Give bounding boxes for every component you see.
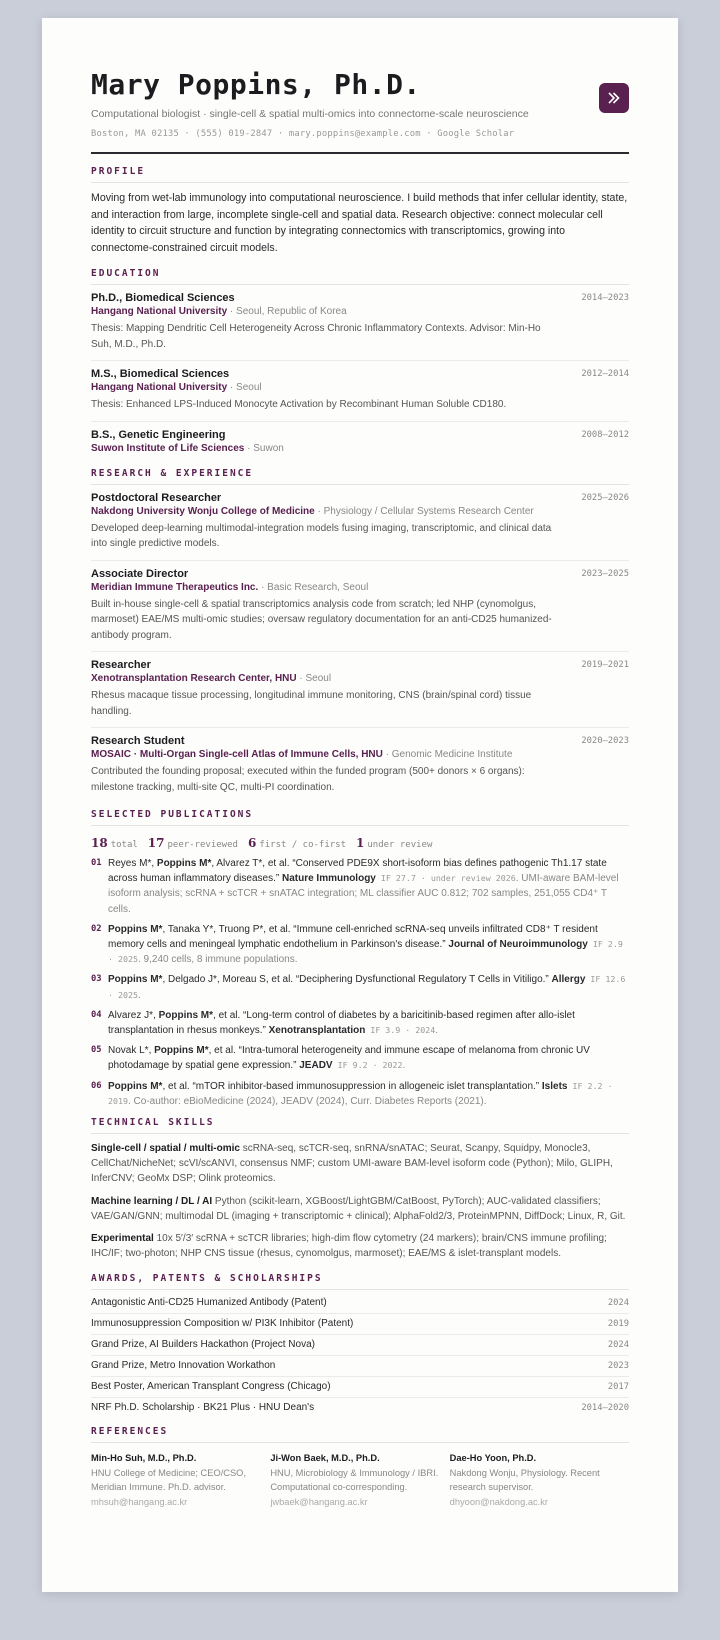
education-list [91,285,629,462]
award-label: NRF Ph.D. Scholarship · BK21 Plus · HNU Dean's [91,1402,315,1414]
journal-meta: IF 9.2 · 2022 [332,1060,403,1071]
date-range: 2025–2026 [581,492,629,503]
skills-list [91,1141,629,1261]
journal-meta: IF 2.9 · 2025 [108,939,623,965]
reference-card [91,1451,270,1509]
role-title: Researcher [91,659,151,671]
journal-name: Allergy [551,974,586,986]
entry-description: Contributed the founding proposal; executed within the funded program (500+ donors × 6 organs): milestone tracking, multi-site QC, multi-PI coordination. [91,766,525,793]
skill-details: 10x 5′/3′ scRNA + scTCR libraries; high-dim flow cytometry (24 markers); brain/CNS immune profiling; IHC/IF; two-photon; NHP CNS tissue (rhesus, cynomolgus, marmoset); EAE/MS & islet-transplant models. [91,1233,607,1260]
reference-name: Min-Ho Suh, M.D., Ph.D. [91,1453,197,1464]
award-year: 2024 [607,1340,629,1351]
degree-title: M.S., Biomedical Sciences [91,368,230,380]
experience-entry [91,652,629,728]
publication-item [91,1008,629,1038]
experience-list [91,485,629,804]
organization-name: Xenotransplantation Research Center, HNU [91,673,297,684]
institution-name: Hangang National University [91,382,228,393]
citation-text: , Alvarez T*, et al. “Conserved PDE9X short-isoform bias defines pathogenic Th1.17 state across human inflammatory diseases.” [108,858,607,885]
section-title-awards: AWARDS, PATENTS & SCHOLARSHIPS [91,1273,629,1290]
stat-number: 6 [247,836,257,850]
contact-line: Boston, MA 02135 · (555) 019-2847 · mary.poppins@example.com · Google Scholar [91,129,515,139]
organization-name: MOSAIC · Multi-Organ Single-cell Atlas of Immune Cells, HNU [91,749,383,760]
role-title: Research Student [91,735,185,747]
reference-name: Ji-Won Baek, M.D., Ph.D. [270,1453,380,1464]
publication-item [91,856,629,917]
publication-list [91,856,629,1109]
journal-name: Xenotransplantation [268,1025,366,1037]
section-title-education: EDUCATION [91,268,629,285]
citation-text: , et al. “mTOR inhibitor-based immunosuppression in allogeneic islet transplantation.” [162,1080,542,1092]
award-row [91,1398,629,1418]
citation-text: , Delgado J*, Moreau S, et al. “Deciphering Dysfunctional Regulatory T Cells in Vitiligo.” [162,974,552,986]
award-label: Antagonistic Anti-CD25 Humanized Antibody (Patent) [91,1297,327,1309]
resume-page [42,18,678,1592]
degree-title: Ph.D., Biomedical Sciences [91,292,235,304]
publication-number: 06 [91,1080,102,1091]
citation-text: , Tanaka Y*, Truong P*, et al. “Immune cell-enriched scRNA-seq unveils infiltrated CD8⁺ T resident memory cells and meningeal lymphatic endothelium in Parkinson's disease.” [108,923,598,951]
entry-description: Rhesus macaque tissue processing, longitudinal immune monitoring, CNS (brain/spinal cord) tissue handling. [91,690,532,717]
organization-name: Nakdong University Wonju College of Medicine [91,505,315,517]
stat-group [147,836,238,850]
stat-label: peer-reviewed [167,840,238,850]
institution-name: Suwon Institute of Life Sciences [91,442,245,454]
skill-category: Experimental [91,1233,154,1245]
citation-text: , et al. “Intra-tumoral heterogeneity and immune escape of melanoma from chronic UV photodamage by spatial gene expression.” [108,1045,590,1072]
organization-line [91,582,629,593]
organization-line [91,749,629,760]
publication-note: . [402,1060,406,1072]
candidate-name: Mary Poppins, Ph.D. [91,68,421,101]
institution-line [91,306,629,317]
section-title-publications: SELECTED PUBLICATIONS [91,809,629,826]
date-range: 2008–2012 [581,429,629,440]
publication-note: . UMI-aware BAM-level isoform analysis; scRNA + scTCR + snATAC integration; ML classifier AUC 0.812; 702 samples, 251,055 CD4⁺ T cells. [108,873,619,915]
publication-item [91,1079,629,1109]
reference-affiliation: HNU, Microbiology & Immunology / IBRI. Computational co-corresponding. [270,1467,439,1493]
publication-number: 02 [91,923,102,934]
stat-label: first / co-first [259,840,347,850]
award-row [91,1356,629,1377]
publication-note: . [435,1025,439,1037]
experience-entry [91,485,629,561]
journal-meta: IF 2.2 · 2019 [108,1080,613,1106]
journal-name: Islets [541,1080,568,1092]
institution-name: Hangang National University [91,306,228,317]
author-self: Poppins M* [108,1080,163,1092]
publication-item [91,922,629,968]
publication-note: . Co-author: eBioMedicine (2024), JEADV (2024), Curr. Diabetes Reports (2021). [127,1095,487,1107]
reference-affiliation: Nakdong Wonju, Physiology. Recent research supervisor. [449,1467,600,1493]
organization-unit: · Physiology / Cellular Systems Research Center [314,505,534,517]
profile-text: Moving from wet-lab immunology into computational neuroscience. I build methods that infer cellular identity, state, and interaction from large, incomplete single-cell and spatial data. Research objective: connect molecular cell identity to circuit structure and function by integrating connectomics with transcriptomics, growing into connectome-constrained circuit models. [91,192,628,254]
date-range: 2023–2025 [581,568,629,579]
header-divider [91,152,629,154]
skill-row [91,1231,629,1261]
journal-name: Journal of Neuroimmunology [448,939,588,951]
skill-row [91,1141,629,1187]
experience-entry [91,561,629,653]
date-range: 2020–2023 [581,736,629,746]
institution-line [91,382,629,393]
award-year: 2023 [607,1361,629,1372]
award-row [91,1293,629,1314]
author-self: Poppins M* [154,1045,209,1057]
author-self: Poppins M* [108,923,163,935]
publication-note: . [137,989,141,1001]
entry-description: Thesis: Mapping Dendritic Cell Heterogeneity Across Chronic Inflammatory Contexts. Advisor: Min-Ho Suh, M.D., Ph.D. [91,323,541,350]
organization-name: Meridian Immune Therapeutics Inc. [91,581,259,593]
education-entry [91,361,629,422]
section-title-profile: PROFILE [91,166,629,183]
education-entry [91,422,629,462]
publication-note: . 9,240 cells, 8 immune populations. [137,954,298,966]
award-label: Best Poster, American Transplant Congress (Chicago) [91,1381,331,1393]
education-entry [91,285,629,361]
award-row [91,1335,629,1356]
publication-number: 01 [91,858,102,868]
citation-text: , et al. “Long-term control of diabetes by a baricitinib-based regimen after allo-islet transplantation in rhesus monkeys.” [108,1009,575,1037]
authors-before: Alvarez J*, [108,1009,159,1021]
date-range: 2019–2021 [581,660,629,670]
stat-number: 17 [147,836,165,850]
skill-details: scRNA-seq, scTCR-seq, snRNA/snATAC; Seurat, Scanpy, Squidpy, Monocle3, CellChat/NicheNet; scVI/scANVI, consensus NMF; custom UMI-aware BAM-level isoform code (Python); Milo, GLIPH, InferCNV; GeoMx DSP; Olink proteomics. [91,1143,613,1185]
institution-location: · Seoul, Republic of Korea [227,306,347,317]
stat-number: 18 [91,836,108,850]
reference-card [450,1451,629,1509]
role-title: Associate Director [91,567,189,580]
authors-before: Reyes M*, [108,858,157,869]
references-list [91,1451,629,1509]
reference-email[interactable]: jwbaek@hangang.ac.kr [270,1496,368,1507]
organization-unit: · Seoul [296,673,332,684]
award-label: Immunosuppression Composition w/ PI3K Inhibitor (Patent) [91,1318,354,1330]
journal-meta: IF 12.6 · 2025 [108,974,626,1000]
journal-meta: IF 27.7 · under review 2026 [375,873,516,884]
skill-category: Machine learning / DL / AI [91,1195,213,1207]
publication-stats [91,836,629,850]
section-title-skills: TECHNICAL SKILLS [91,1117,629,1134]
publication-item [91,972,629,1002]
reference-name: Dae-Ho Yoon, Ph.D. [449,1453,537,1464]
award-year: 2019 [607,1319,629,1330]
resume-content [91,68,629,1509]
date-range: 2014–2023 [581,293,629,303]
resume-header [91,68,629,139]
institution-line [91,443,629,454]
skill-details: Python (scikit-learn, XGBoost/LightGBM/CatBoost, PyTorch); AUC-validated classifiers; VAE/GAN/GNN; multimodal DL (imaging + transcriptomic + clinical); AlphaFold2/3, ProteinMPNN, DiffDock; Linux, R, Git. [91,1195,626,1222]
award-year: 2024 [607,1298,629,1309]
organization-line [91,673,629,684]
award-row [91,1314,629,1335]
experience-entry [91,728,629,803]
award-year: 2017 [607,1382,629,1393]
skill-row [91,1194,629,1224]
publication-number: 04 [91,1009,102,1020]
chevron-right-double-icon [599,83,629,113]
institution-location: · Suwon [244,442,284,454]
skill-category: Single-cell / spatial / multi-omic [91,1143,240,1155]
award-row [91,1377,629,1398]
award-label: Grand Prize, Metro Innovation Workathon [91,1360,276,1372]
stat-label: under review [367,840,433,850]
organization-line [91,506,629,517]
reference-email[interactable]: dhyoon@nakdong.ac.kr [449,1496,548,1507]
stat-group [356,836,433,850]
publication-item [91,1043,629,1073]
entry-description: Built in-house single-cell & spatial transcriptomics analysis code from scratch; led NHP (cynomolgus, marmoset) EAE/MS multi-omic studies; oversaw regulatory documentation for an anti-CD25 humanized-antibody program. [91,598,552,641]
organization-unit: · Genomic Medicine Institute [382,749,513,760]
institution-location: · Seoul [227,382,262,393]
stat-number: 1 [356,836,365,850]
publication-number: 03 [91,974,102,985]
section-title-references: REFERENCES [91,1426,629,1443]
degree-title: B.S., Genetic Engineering [91,428,226,441]
author-self: Poppins M* [158,1009,214,1021]
author-self: Poppins M* [108,974,163,986]
authors-before: Novak L*, [108,1045,155,1057]
role-title: Postdoctoral Researcher [91,491,222,504]
stat-label: total [110,840,138,850]
publication-number: 05 [91,1045,102,1056]
award-year: 2014–2020 [581,1403,629,1414]
awards-list [91,1293,629,1418]
award-label: Grand Prize, AI Builders Hackathon (Project Nova) [91,1339,315,1351]
author-self: Poppins M* [156,858,212,869]
journal-name: Nature Immunology [281,873,376,885]
entry-description: Thesis: Enhanced LPS-Induced Monocyte Activation by Recombinant Human Soluble CD180. [91,399,507,410]
journal-meta: IF 3.9 · 2024 [365,1025,436,1036]
tagline: Computational biologist · single-cell & spatial multi-omics into connectome-scale neuroscience [91,108,529,120]
stat-group [247,836,347,850]
section-title-experience: RESEARCH & EXPERIENCE [91,468,629,485]
journal-name: JEADV [299,1060,333,1072]
entry-description: Developed deep-learning multimodal-integration models fusing imaging, transcriptomic, and clinical data into single predictive models. [91,522,552,549]
reference-email[interactable]: mhsuh@hangang.ac.kr [91,1496,188,1507]
date-range: 2012–2014 [581,369,629,379]
reference-affiliation: HNU College of Medicine; CEO/CSO, Meridian Immune. Ph.D. advisor. [91,1467,247,1493]
stat-group [91,836,138,850]
organization-unit: · Basic Research, Seoul [258,581,369,593]
reference-card [270,1451,449,1509]
